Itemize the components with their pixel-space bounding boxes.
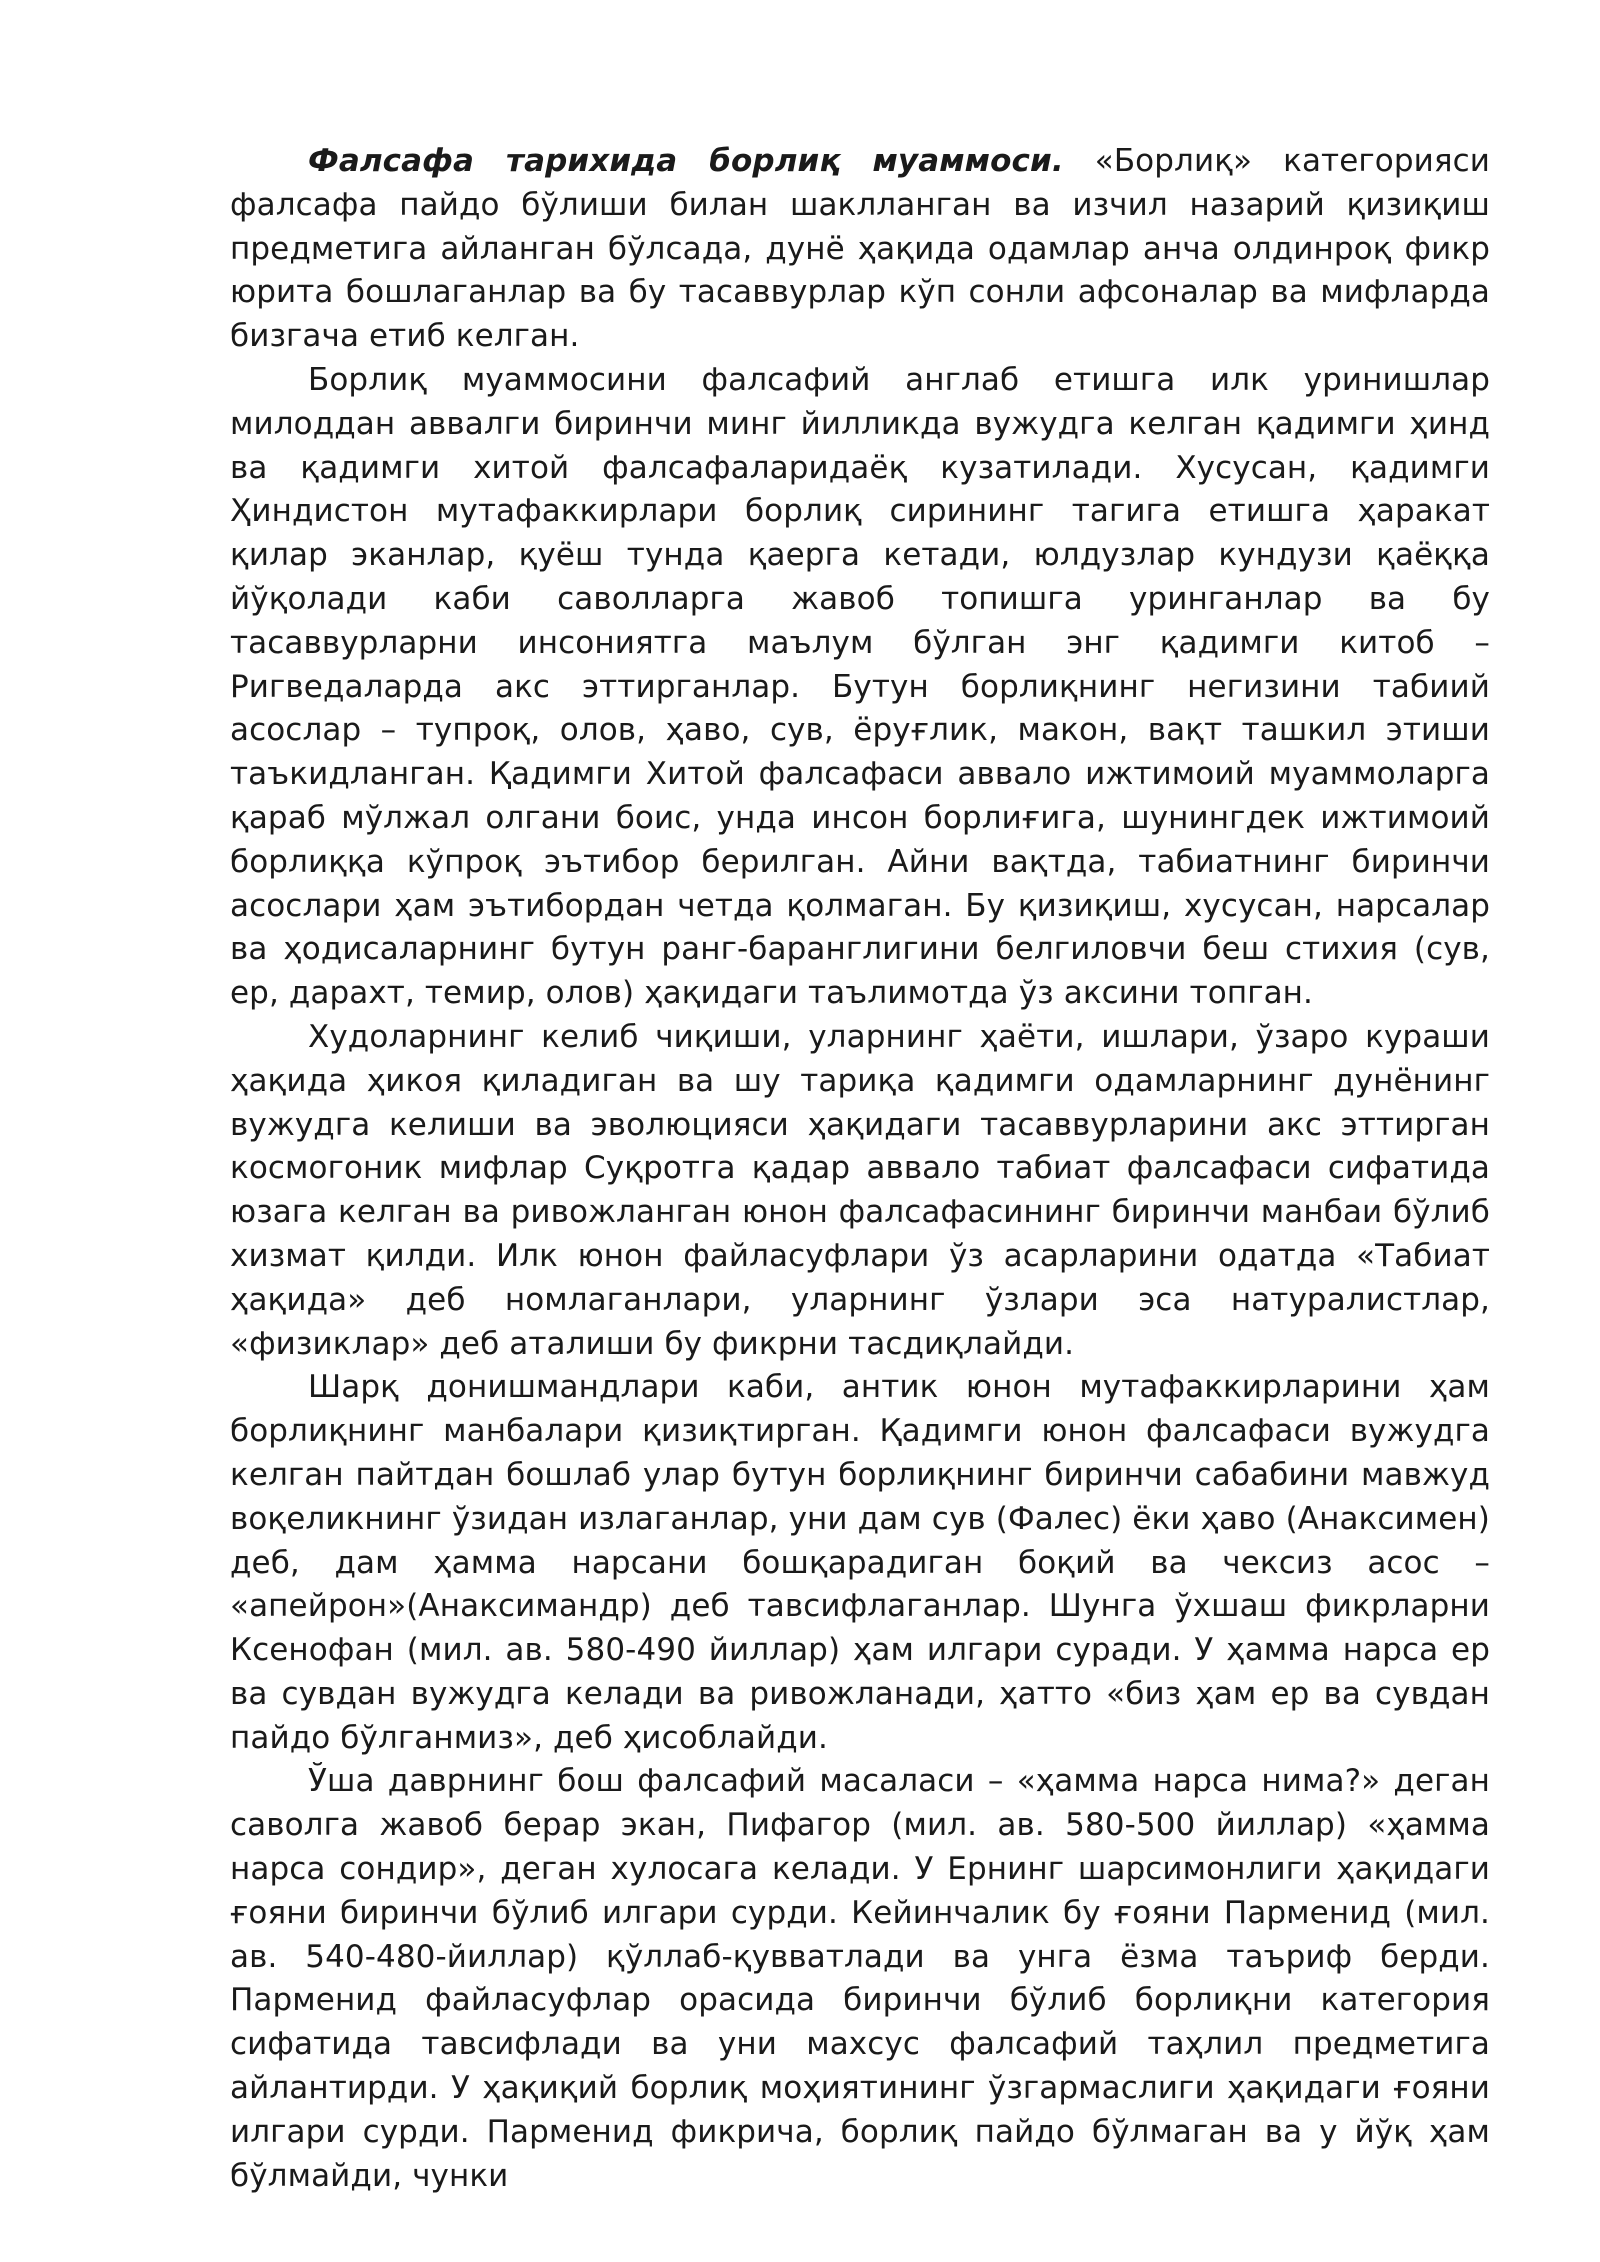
section-heading: Фалсафа тарихида борлиқ муаммоси. — [308, 143, 1064, 179]
document-page — [230, 140, 1490, 2198]
paragraph-5: Ўша даврнинг бош фалсафий масаласи – «ҳамма нарса нима?» деган саволга жавоб берар экан, Пифагор (мил. ав. 580-500 йиллар) «ҳамма нарса сондир», деган хулосага келади. У Ернинг шарсимонлиги ҳақидаги ғояни биринчи бўлиб илгари сурди. Кейинчалик бу ғояни Парменид (мил. ав. 540-480-йиллар) қўллаб-қувватлади ва унга ёзма таъриф берди. Парменид файласуфлар орасида биринчи бўлиб борлиқни категория сифатида тавсифлади ва уни махсус фалсафий таҳлил предметига айлантирди. У ҳақиқий борлиқ моҳиятининг ўзгармаслиги ҳақидаги ғояни илгари сурди. Парменид фикрича, борлиқ пайдо бўлмаган ва у йўқ ҳам бўлмайди, чунки — [230, 1763, 1490, 2194]
paragraph-1 — [230, 140, 1490, 359]
paragraph-1-text: «Борлиқ» категорияси фалсафа пайдо бўлиши билан шаклланган ва изчил назарий қизиқиш предметига айланган бўлсада, дунё ҳақида одамлар анча олдинроқ фикр юрита бошлаганлар ва бу тасаввурлар кўп сонли афсоналар ва мифларда бизгача етиб келган. — [230, 143, 1491, 355]
paragraph-4: Шарқ донишмандлари каби, антик юнон мутафаккирларини ҳам борлиқнинг манбалари қизиқтирган. Қадимги юнон фалсафаси вужудга келган пайтдан бошлаб улар бутун борлиқнинг биринчи сабабини мавжуд воқеликнинг ўзидан излаганлар, уни дам сув (Фалес) ёки ҳаво (Анаксимен) деб, дам ҳамма нарсани бошқарадиган боқий ва чексиз асос – «апейрон»(Анаксимандр) деб тавсифлаганлар. Шунга ўхшаш фикрларни Ксенофан (мил. ав. 580-490 йиллар) ҳам илгари суради. У ҳамма нарса ер ва сувдан вужудга келади ва ривожланади, ҳатто «биз ҳам ер ва сувдан пайдо бўлганмиз», деб ҳисоблайди. — [230, 1369, 1490, 1756]
paragraph-3: Худоларнинг келиб чиқиши, уларнинг ҳаёти, ишлари, ўзаро кураши ҳақида ҳикоя қиладиган ва шу тариқа қадимги одамларнинг дунёнинг вужудга келиши ва эволюцияси ҳақидаги тасаввурларини акс эттирган космогоник мифлар Суқротга қадар аввало табиат фалсафаси сифатида юзага келган ва ривожланган юнон фалсафасининг биринчи манбаи бўлиб хизмат қилди. Илк юнон файласуфлари ўз асарларини одатда «Табиат ҳақида» деб номлаганлари, уларнинг ўзлари эса натуралистлар, «физиклар» деб аталиши бу фикрни тасдиқлайди. — [230, 1018, 1490, 1362]
paragraph-2: Борлиқ муаммосини фалсафий англаб етишга илк уринишлар милоддан аввалги биринчи минг йилликда вужудга келган қадимги ҳинд ва қадимги хитой фалсафаларидаёқ кузатилади. Хусусан, қадимги Ҳиндистон мутафаккирлари борлиқ сирининг тагига етишга ҳаракат қилар эканлар, қуёш тунда қаерга кетади, юлдузлар кундузи қаёққа йўқолади каби саволларга жавоб топишга уринганлар ва бу тасаввурларни инсониятга маълум бўлган энг қадимги китоб – Ригведаларда акс эттирганлар. Бутун борлиқнинг негизини табиий асослар – тупроқ, олов, ҳаво, сув, ёруғлик, макон, вақт ташкил этиши таъкидланган. Қадимги Хитой фалсафаси аввало ижтимоий муаммоларга қараб мўлжал олгани боис, унда инсон борлиғига, шунингдек ижтимоий борлиққа кўпроқ эътибор берилган. Айни вақтда, табиатнинг биринчи асослари ҳам эътибордан четда қолмаган. Бу қизиқиш, хусусан, нарсалар ва ҳодисаларнинг бутун ранг-баранглигини белгиловчи беш стихия (сув, ер, дарахт, темир, олов) ҳақидаги таълимотда ўз аксини топган. — [230, 361, 1490, 1012]
